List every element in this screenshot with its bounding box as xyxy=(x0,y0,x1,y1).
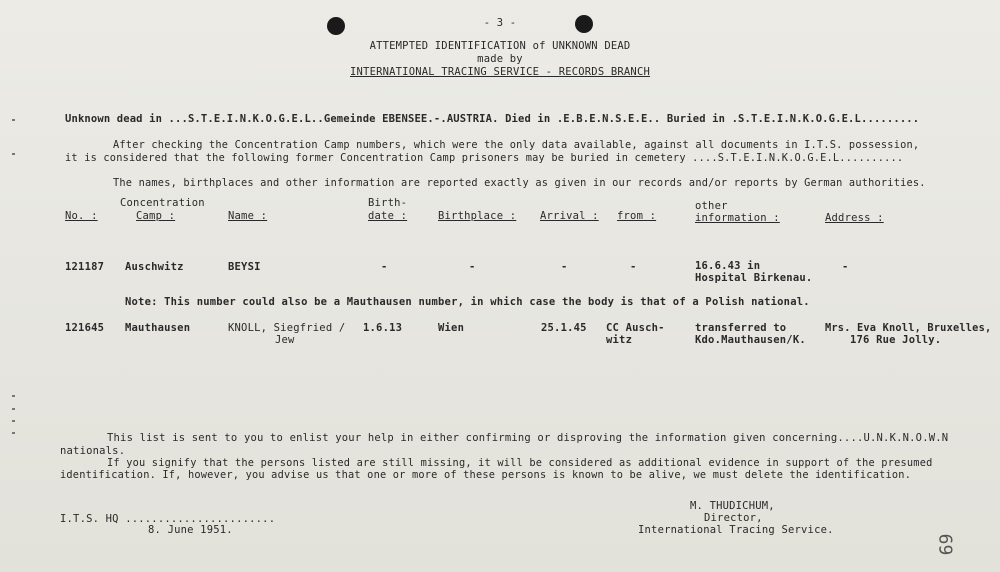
header-birthplace: Birthplace : xyxy=(438,210,517,222)
intro-paragraph-line2: it is considered that the following former Concentration Camp prisoners may be buried in cemetery ....S.T.E.I.N.K.O.G.E.L.......... xyxy=(65,152,904,164)
header-no: No. : xyxy=(65,210,98,222)
punch-hole-left xyxy=(327,17,345,35)
closing-paragraph2-line2: identification. If, however, you advise us that one or more of these persons is known to be alive, we must delete the identification. xyxy=(60,469,912,481)
row1-other: 16.6.43 in xyxy=(695,260,761,272)
header-other-top: other xyxy=(695,200,728,212)
row2-birthdate: 1.6.13 xyxy=(363,322,403,334)
signature-name: M. THUDICHUM, xyxy=(690,500,775,512)
margin-mark xyxy=(12,395,15,397)
row2-from: CC Ausch- xyxy=(606,322,665,334)
row1-no: 121187 xyxy=(65,261,105,273)
header-camp-top: Concentration xyxy=(120,197,205,209)
row2-address-2: 176 Rue Jolly. xyxy=(850,334,942,346)
row2-no: 121645 xyxy=(65,322,105,334)
margin-mark xyxy=(12,153,15,155)
header-address: Address : xyxy=(825,212,884,224)
footer-hq: I.T.S. HQ ....................... xyxy=(60,513,276,525)
intro-paragraph-line1: After checking the Concentration Camp numbers, which were the only data available, against all documents in I.T.S. possession, xyxy=(113,139,920,151)
signature-organization: International Tracing Service. xyxy=(638,524,834,536)
header-made-by: made by xyxy=(477,53,523,65)
row1-birthplace: - xyxy=(469,261,476,273)
intro-paragraph-2: The names, birthplaces and other information are reported exactly as given in our records and/or reports by German authorities. xyxy=(113,177,926,189)
signature-title: Director, xyxy=(704,512,763,524)
closing-paragraph-line2: nationals. xyxy=(60,445,126,457)
row1-name: BEYSI xyxy=(228,261,261,273)
side-page-number: 69 xyxy=(934,533,956,556)
unknown-dead-line: Unknown dead in ...S.T.E.I.N.K.O.G.E.L..Gemeinde EBENSEE.-.AUSTRIA. Died in .E.B.E.N.S.E.E.. Buried in .S.T.E.I.N.K.O.G.E.L......... xyxy=(65,113,920,125)
row2-from-2: witz xyxy=(606,334,633,346)
row1-arrival: - xyxy=(561,261,568,273)
page-number: - 3 - xyxy=(483,17,517,29)
margin-mark xyxy=(12,432,15,434)
row1-camp: Auschwitz xyxy=(125,261,184,273)
table-note: Note: This number could also be a Mauthausen number, in which case the body is that of a Polish national. xyxy=(125,296,810,308)
row2-birthplace: Wien xyxy=(438,322,465,334)
row2-arrival: 25.1.45 xyxy=(541,322,587,334)
row2-camp: Mauthausen xyxy=(125,322,191,334)
footer-date: 8. June 1951. xyxy=(148,524,233,536)
row2-name: KNOLL, Siegfried / xyxy=(228,322,346,334)
closing-paragraph2-line1: If you signify that the persons listed are still missing, it will be considered as additional evidence in support of the presumed xyxy=(107,457,933,469)
header-birthdate-top: Birth- xyxy=(368,197,408,209)
header-arrival: Arrival : xyxy=(540,210,599,222)
row1-address: - xyxy=(842,261,849,273)
header-organization: INTERNATIONAL TRACING SERVICE - RECORDS BRANCH xyxy=(350,66,650,78)
header-name: Name : xyxy=(228,210,268,222)
row2-other-2: Kdo.Mauthausen/K. xyxy=(695,334,806,346)
row1-birthdate: - xyxy=(381,261,388,273)
header-other: information : xyxy=(695,212,780,224)
row2-other: transferred to xyxy=(695,322,787,334)
row2-name-2: Jew xyxy=(275,334,295,346)
header-birthdate: date : xyxy=(368,210,408,222)
margin-mark xyxy=(12,119,15,121)
row1-other-2: Hospital Birkenau. xyxy=(695,272,813,284)
header-from: from : xyxy=(617,210,657,222)
header-title: ATTEMPTED IDENTIFICATION of UNKNOWN DEAD xyxy=(369,40,631,52)
row1-from: - xyxy=(630,261,637,273)
header-camp: Camp : xyxy=(136,210,176,222)
margin-mark xyxy=(12,420,15,422)
margin-mark xyxy=(12,408,15,410)
row2-address: Mrs. Eva Knoll, Bruxelles, xyxy=(825,322,992,334)
closing-paragraph-line1: This list is sent to you to enlist your help in either confirming or disproving the information given concerning....U.N.K.N.O.W.N xyxy=(107,432,949,444)
